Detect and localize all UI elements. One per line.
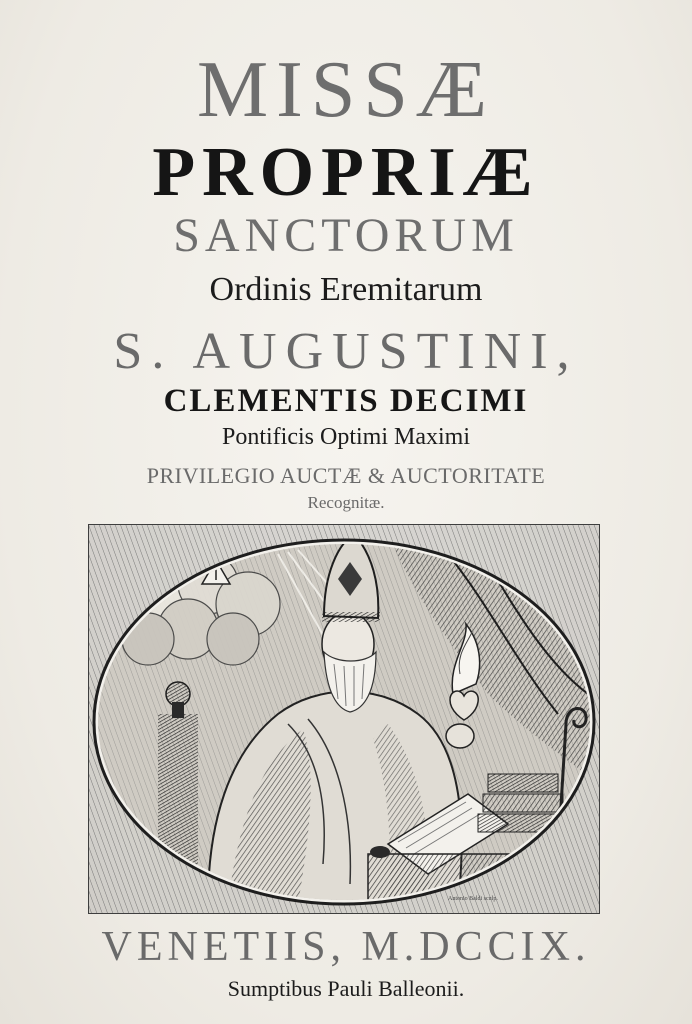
engraving-illustration — [88, 524, 600, 914]
subtitle-recognitae: Recognitæ. — [307, 493, 385, 512]
engraver-signature: Antonio Baldi sculp. — [448, 896, 498, 902]
subtitle-clementis: CLEMENTIS DECIMI — [163, 383, 529, 419]
imprint-place: VENETIIS, M.DCCIX. — [101, 924, 591, 970]
title-missae: MISSÆ — [197, 46, 495, 134]
imprint-publisher: Sumptibus Pauli Balleonii. — [227, 976, 465, 1001]
subtitle-ordinis: Ordinis Eremitarum — [209, 271, 483, 308]
subtitle-privilegio: PRIVILEGIO AUCTÆ & AUCTORITATE — [146, 463, 546, 488]
subtitle-augustini: S. AUGUSTINI, — [113, 323, 579, 380]
title-propriae: PROPRIÆ — [152, 134, 540, 211]
title-sanctorum: SANCTORUM — [173, 209, 519, 262]
inkwell — [370, 846, 390, 858]
subtitle-pontificis: Pontificis Optimi Maximi — [221, 424, 470, 450]
